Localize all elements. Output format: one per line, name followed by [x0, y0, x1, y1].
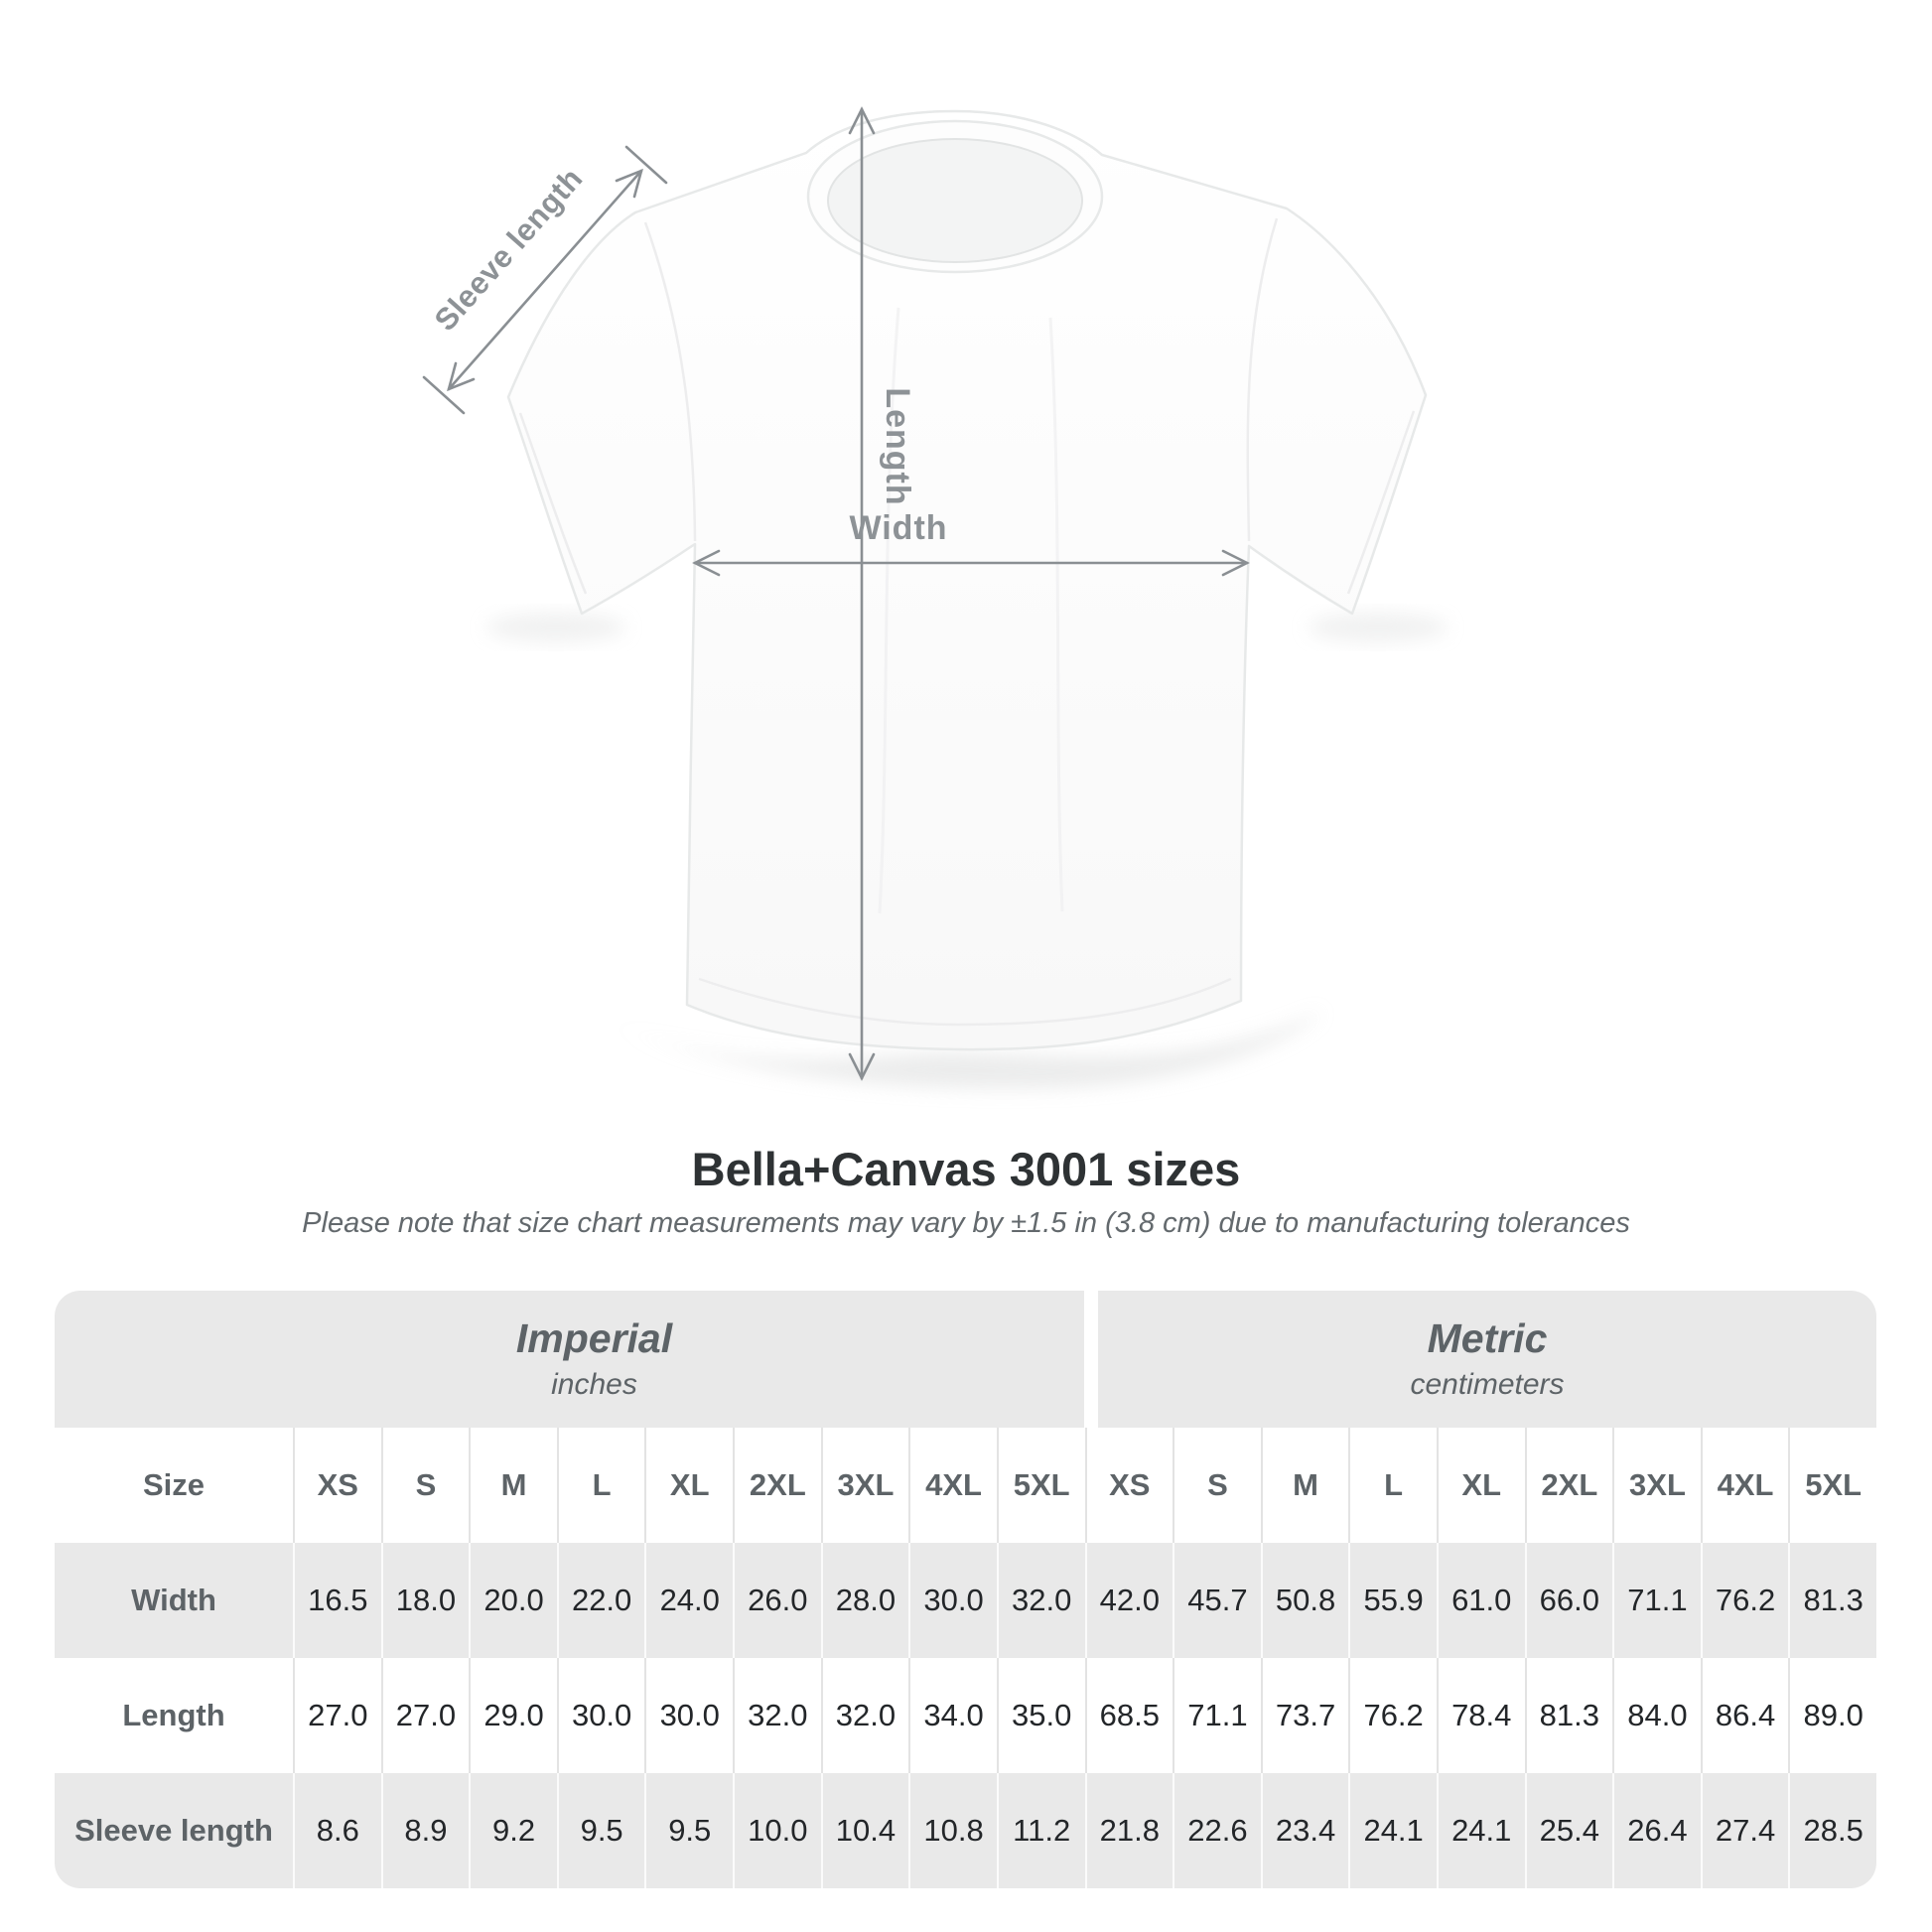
value-cell: 76.2: [1701, 1543, 1789, 1658]
value-cell: 24.0: [644, 1543, 733, 1658]
row-label: Sleeve length: [74, 1813, 273, 1848]
value-cell: 30.0: [908, 1543, 997, 1658]
column-header: S: [1173, 1428, 1261, 1543]
value-cell: 89.0: [1788, 1658, 1876, 1773]
value-cell: 29.0: [469, 1658, 557, 1773]
column-header: 3XL: [1612, 1428, 1701, 1543]
value-cell: 10.8: [908, 1773, 997, 1888]
value-cell: 8.6: [293, 1773, 381, 1888]
value-cell: 45.7: [1173, 1543, 1261, 1658]
metric-band-title: Metric: [1427, 1315, 1548, 1362]
size-header-row: [55, 1428, 1876, 1543]
column-header: XS: [1085, 1428, 1173, 1543]
value-cell: 30.0: [557, 1658, 645, 1773]
value-cell: 42.0: [1085, 1543, 1173, 1658]
column-header: 2XL: [733, 1428, 821, 1543]
value-cell: 78.4: [1437, 1658, 1525, 1773]
value-cell: 9.5: [644, 1773, 733, 1888]
value-cell: 27.0: [381, 1658, 470, 1773]
value-cell: 25.4: [1525, 1773, 1613, 1888]
value-cell: 61.0: [1437, 1543, 1525, 1658]
row-sleeve-length: [55, 1773, 1876, 1888]
value-cell: 81.3: [1788, 1543, 1876, 1658]
column-header: XL: [1437, 1428, 1525, 1543]
value-cell: 32.0: [997, 1543, 1085, 1658]
value-cell: 81.3: [1525, 1658, 1613, 1773]
column-header: 2XL: [1525, 1428, 1613, 1543]
value-cell: 32.0: [733, 1658, 821, 1773]
value-cell: 10.0: [733, 1773, 821, 1888]
length-label: Length: [879, 387, 916, 506]
metric-band: [1098, 1291, 1876, 1428]
row-label: Length: [122, 1698, 225, 1732]
column-header: XL: [644, 1428, 733, 1543]
value-cell: 55.9: [1348, 1543, 1437, 1658]
value-cell: 86.4: [1701, 1658, 1789, 1773]
value-cell: 35.0: [997, 1658, 1085, 1773]
column-header: M: [1261, 1428, 1349, 1543]
unit-bands: [55, 1291, 1876, 1428]
imperial-band-subtitle: inches: [551, 1367, 637, 1401]
column-header: L: [1348, 1428, 1437, 1543]
value-cell: 22.6: [1173, 1773, 1261, 1888]
value-cell: 71.1: [1173, 1658, 1261, 1773]
value-cell: 20.0: [469, 1543, 557, 1658]
column-header: XS: [293, 1428, 381, 1543]
page-subtitle: Please note that size chart measurements may vary by ±1.5 in (3.8 cm) due to manufacturing tolerances: [302, 1207, 1630, 1239]
tshirt-graphic: [508, 111, 1426, 1049]
value-cell: 10.4: [821, 1773, 909, 1888]
value-cell: 28.0: [821, 1543, 909, 1658]
value-cell: 73.7: [1261, 1658, 1349, 1773]
value-cell: 28.5: [1788, 1773, 1876, 1888]
column-header: 5XL: [997, 1428, 1085, 1543]
column-header: 4XL: [908, 1428, 997, 1543]
value-cell: 50.8: [1261, 1543, 1349, 1658]
value-cell: 9.5: [557, 1773, 645, 1888]
neck-opening: [828, 139, 1082, 262]
column-header: S: [381, 1428, 470, 1543]
value-cell: 23.4: [1261, 1773, 1349, 1888]
value-cell: 18.0: [381, 1543, 470, 1658]
value-cell: 26.4: [1612, 1773, 1701, 1888]
imperial-band-title: Imperial: [515, 1315, 673, 1362]
value-cell: 71.1: [1612, 1543, 1701, 1658]
value-cell: 76.2: [1348, 1658, 1437, 1773]
row-length: [55, 1658, 1876, 1773]
value-cell: 21.8: [1085, 1773, 1173, 1888]
value-cell: 27.0: [293, 1658, 381, 1773]
value-cell: 68.5: [1085, 1658, 1173, 1773]
size-table: [55, 1291, 1876, 1888]
value-cell: 27.4: [1701, 1773, 1789, 1888]
row-width: [55, 1543, 1876, 1658]
value-cell: 16.5: [293, 1543, 381, 1658]
metric-band-subtitle: centimeters: [1410, 1367, 1565, 1401]
column-header: M: [469, 1428, 557, 1543]
row-label: Width: [131, 1583, 216, 1617]
value-cell: 22.0: [557, 1543, 645, 1658]
value-cell: 9.2: [469, 1773, 557, 1888]
size-column-header: Size: [142, 1467, 206, 1502]
imperial-band: [55, 1291, 1084, 1428]
page-title: Bella+Canvas 3001 sizes: [691, 1143, 1241, 1195]
width-label: Width: [849, 509, 948, 547]
value-cell: 8.9: [381, 1773, 470, 1888]
value-cell: 24.1: [1348, 1773, 1437, 1888]
column-header: 3XL: [821, 1428, 909, 1543]
column-header: 4XL: [1701, 1428, 1789, 1543]
value-cell: 66.0: [1525, 1543, 1613, 1658]
value-cell: 32.0: [821, 1658, 909, 1773]
value-cell: 34.0: [908, 1658, 997, 1773]
value-cell: 30.0: [644, 1658, 733, 1773]
value-cell: 26.0: [733, 1543, 821, 1658]
value-cell: 84.0: [1612, 1658, 1701, 1773]
column-header: L: [557, 1428, 645, 1543]
value-cell: 11.2: [997, 1773, 1085, 1888]
sleeve-length-label: Sleeve length: [427, 161, 590, 338]
value-cell: 24.1: [1437, 1773, 1525, 1888]
column-header: 5XL: [1788, 1428, 1876, 1543]
